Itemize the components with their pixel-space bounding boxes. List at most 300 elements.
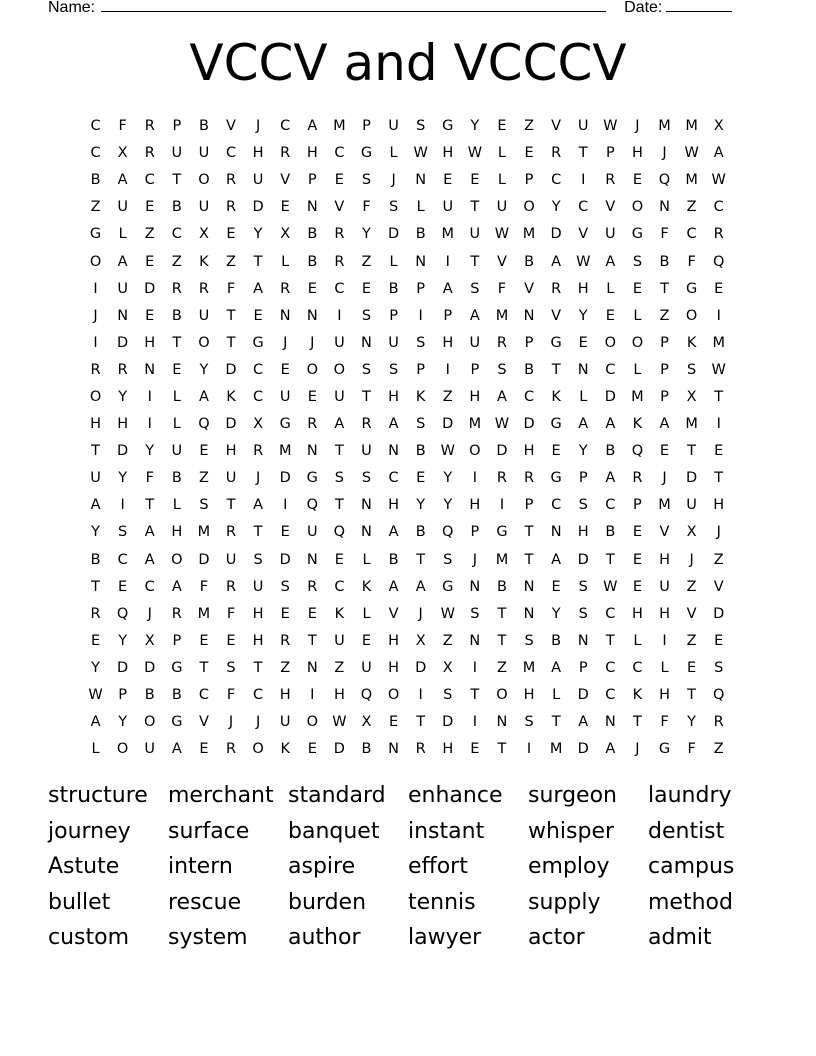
grid-letter: A — [198, 388, 209, 405]
grid-letter: D — [577, 687, 589, 704]
grid-letter: V — [334, 199, 345, 216]
grid-letter: R — [144, 118, 155, 135]
grid-letter: E — [632, 578, 642, 595]
grid-letter: R — [415, 741, 426, 758]
grid-letter: A — [117, 172, 128, 189]
grid-letter: P — [660, 361, 669, 378]
grid-letter: M — [631, 388, 644, 405]
grid-letter: H — [631, 145, 643, 162]
grid-letter: A — [117, 253, 128, 270]
grid-letter: U — [334, 388, 345, 405]
grid-letter: M — [495, 551, 509, 568]
grid-letter: O — [685, 307, 698, 324]
word-bank-item: actor — [528, 925, 585, 950]
grid-letter: R — [225, 524, 237, 541]
grid-letter: H — [577, 280, 589, 297]
grid-letter: T — [632, 714, 642, 731]
grid-letter: H — [469, 388, 481, 405]
grid-letter: A — [144, 551, 155, 568]
grid-letter: O — [144, 714, 156, 731]
grid-letter: D — [442, 416, 454, 433]
grid-letter: P — [524, 172, 534, 189]
word-bank — [48, 778, 768, 956]
grid-letter: P — [470, 524, 480, 541]
grid-letter: Y — [443, 470, 453, 487]
grid-letter: D — [713, 605, 725, 622]
grid-letter: R — [307, 578, 318, 595]
grid-letter: C — [551, 497, 562, 514]
grid-letter: E — [226, 226, 236, 243]
grid-letter: I — [93, 280, 98, 297]
grid-letter: N — [388, 443, 399, 460]
grid-letter: N — [496, 714, 508, 731]
grid-letter: O — [89, 253, 102, 270]
grid-letter: H — [442, 145, 454, 162]
grid-letter: U — [361, 443, 372, 460]
grid-letter: P — [524, 497, 534, 514]
grid-letter: I — [472, 470, 477, 487]
grid-letter: G — [171, 659, 183, 676]
grid-letter: O — [198, 172, 210, 189]
grid-letter: H — [117, 416, 129, 433]
grid-letter: G — [550, 334, 562, 351]
grid-letter: Z — [442, 632, 453, 649]
grid-letter: W — [467, 145, 483, 162]
word-bank-item: Astute — [48, 854, 120, 879]
grid-letter: N — [306, 659, 318, 676]
grid-letter: E — [199, 632, 209, 649]
grid-letter: S — [416, 416, 426, 433]
grid-letter: Y — [551, 605, 561, 622]
grid-letter: R — [551, 145, 562, 162]
grid-letter: P — [362, 118, 371, 135]
grid-letter: A — [496, 388, 507, 405]
grid-letter: B — [605, 524, 616, 541]
grid-letter: X — [144, 632, 155, 649]
grid-letter: I — [337, 307, 342, 324]
grid-letter: S — [361, 307, 372, 324]
grid-letter: T — [524, 551, 534, 568]
grid-letter: H — [252, 145, 264, 162]
grid-letter: U — [171, 443, 183, 460]
grid-letter: A — [605, 470, 616, 487]
grid-letter: S — [524, 714, 534, 731]
grid-letter: C — [605, 497, 616, 514]
grid-letter: L — [362, 551, 371, 568]
grid-letter: A — [307, 118, 318, 135]
grid-letter: K — [551, 388, 561, 405]
grid-letter: J — [255, 118, 261, 135]
grid-letter: L — [633, 307, 642, 324]
grid-letter: S — [578, 578, 588, 595]
grid-letter: I — [499, 497, 505, 514]
grid-letter: A — [578, 416, 589, 433]
grid-letter: H — [144, 334, 156, 351]
grid-letter: W — [413, 145, 428, 162]
grid-letter: L — [172, 497, 181, 514]
grid-letter: Q — [712, 253, 725, 270]
grid-letter: H — [225, 443, 237, 460]
grid-letter: A — [90, 497, 101, 514]
grid-letter: I — [445, 253, 450, 270]
grid-letter: T — [91, 443, 100, 460]
grid-letter: C — [225, 145, 237, 162]
grid-letter: U — [225, 470, 237, 487]
grid-letter: Z — [686, 632, 697, 649]
grid-letter: V — [713, 578, 724, 595]
grid-letter: D — [442, 714, 454, 731]
grid-letter: H — [333, 687, 345, 704]
grid-letter: V — [524, 280, 534, 297]
grid-letter: N — [577, 632, 589, 649]
grid-letter: Z — [361, 253, 372, 270]
grid-letter: T — [551, 714, 561, 731]
grid-letter: H — [388, 388, 400, 405]
grid-letter: T — [226, 307, 236, 324]
word-bank-item: supply — [528, 889, 601, 915]
grid-letter: T — [470, 199, 480, 216]
grid-letter: E — [416, 470, 426, 487]
grid-letter: L — [91, 741, 100, 758]
grid-letter: Q — [198, 416, 210, 433]
grid-letter: H — [659, 551, 670, 568]
grid-letter: S — [388, 361, 399, 378]
grid-letter: V — [659, 524, 670, 541]
name-blank-line[interactable] — [101, 0, 606, 12]
grid-letter: O — [198, 334, 210, 351]
grid-letter: E — [199, 741, 209, 758]
date-blank-line[interactable] — [666, 0, 732, 12]
grid-letter: L — [172, 416, 181, 433]
header-line — [48, 0, 732, 19]
grid-letter: B — [171, 470, 182, 487]
grid-letter: E — [280, 524, 290, 541]
grid-letter: P — [578, 470, 588, 487]
grid-letter: S — [416, 334, 426, 351]
grid-letter: N — [144, 361, 156, 378]
grid-row — [82, 628, 732, 655]
grid-letter: P — [172, 632, 182, 649]
grid-letter: S — [388, 199, 399, 216]
grid-letter: A — [253, 497, 264, 514]
grid-letter: J — [228, 714, 234, 731]
grid-letter: E — [524, 145, 534, 162]
grid-letter: V — [226, 118, 236, 135]
word-bank-item: admit — [648, 925, 712, 950]
grid-letter: W — [576, 253, 591, 270]
grid-letter: W — [603, 118, 618, 135]
grid-letter: O — [252, 741, 264, 758]
grid-letter: O — [523, 199, 535, 216]
grid-letter: E — [307, 280, 317, 297]
grid-letter: U — [361, 659, 372, 676]
grid-letter: S — [226, 659, 236, 676]
grid-letter: C — [171, 226, 182, 243]
grid-letter: B — [551, 632, 562, 649]
grid-letter: B — [171, 687, 182, 704]
grid-row — [82, 140, 732, 167]
name-label: Name: — [48, 0, 96, 16]
grid-letter: H — [388, 659, 400, 676]
grid-letter: I — [662, 632, 667, 649]
grid-letter: O — [604, 334, 617, 351]
grid-letter: J — [418, 605, 423, 622]
grid-letter: U — [198, 307, 210, 324]
grid-letter: D — [387, 226, 400, 243]
grid-letter: B — [198, 118, 209, 135]
grid-letter: I — [445, 361, 450, 378]
grid-letter: P — [660, 388, 669, 405]
grid-letter: E — [578, 334, 588, 351]
word-bank-item: enhance — [408, 783, 503, 808]
grid-letter: V — [551, 307, 562, 324]
grid-letter: E — [361, 280, 372, 297]
grid-letter: C — [280, 118, 291, 135]
grid-letter: L — [579, 388, 588, 405]
grid-letter: H — [713, 497, 725, 514]
grid-letter: P — [660, 334, 669, 351]
grid-letter: C — [632, 659, 643, 676]
grid-letter: R — [713, 714, 724, 731]
grid-letter: S — [524, 632, 534, 649]
grid-letter: E — [307, 605, 317, 622]
grid-letter: M — [333, 118, 346, 135]
grid-letter: X — [361, 714, 372, 731]
grid-letter: U — [198, 199, 210, 216]
grid-letter: U — [279, 388, 291, 405]
grid-letter: F — [226, 280, 236, 297]
grid-letter: I — [418, 687, 423, 704]
grid-letter: U — [198, 145, 210, 162]
grid-letter: R — [171, 605, 182, 622]
grid-letter: S — [443, 551, 453, 568]
grid-letter: E — [443, 172, 453, 189]
grid-letter: L — [118, 226, 127, 243]
grid-letter: N — [577, 361, 589, 378]
grid-letter: Y — [253, 226, 263, 243]
grid-letter: Q — [658, 172, 671, 189]
grid-letter: Z — [144, 226, 155, 243]
grid-letter: A — [144, 524, 155, 541]
grid-letter: P — [524, 334, 534, 351]
grid-letter: W — [711, 361, 726, 378]
grid-letter: E — [280, 605, 290, 622]
grid-letter: S — [470, 605, 480, 622]
grid-letter: Z — [496, 659, 507, 676]
grid-letter: V — [198, 714, 209, 731]
grid-letter: U — [144, 741, 156, 758]
grid-letter: T — [416, 714, 426, 731]
grid-letter: T — [145, 497, 155, 514]
grid-row — [82, 574, 732, 601]
grid-letter: O — [116, 741, 129, 758]
grid-letter: Z — [659, 307, 670, 324]
grid-letter: M — [658, 118, 671, 135]
grid-letter: U — [334, 632, 345, 649]
grid-letter: A — [388, 578, 399, 595]
grid-letter: M — [495, 307, 509, 324]
grid-letter: W — [603, 578, 618, 595]
grid-letter: A — [388, 416, 399, 433]
grid-letter: E — [199, 443, 209, 460]
grid-letter: D — [252, 199, 264, 216]
grid-letter: F — [199, 578, 209, 595]
grid-letter: H — [577, 524, 589, 541]
grid-letter: E — [470, 172, 480, 189]
grid-letter: A — [171, 578, 182, 595]
grid-letter: G — [658, 741, 671, 758]
grid-letter: E — [280, 361, 290, 378]
grid-letter: B — [415, 524, 426, 541]
grid-letter: T — [307, 632, 317, 649]
grid-letter: O — [496, 687, 508, 704]
grid-letter: T — [334, 443, 344, 460]
grid-letter: U — [388, 118, 399, 135]
grid-letter: T — [226, 497, 236, 514]
grid-letter: J — [93, 307, 98, 324]
grid-letter: T — [605, 551, 615, 568]
grid-letter: Y — [416, 497, 426, 514]
grid-letter: R — [225, 172, 237, 189]
grid-letter: I — [581, 172, 586, 189]
grid-letter: H — [171, 524, 183, 541]
grid-letter: B — [524, 253, 535, 270]
grid-letter: I — [472, 714, 477, 731]
grid-letter: U — [306, 524, 318, 541]
grid-letter: N — [415, 253, 427, 270]
grid-row — [82, 438, 732, 465]
grid-letter: A — [388, 524, 399, 541]
grid-letter: N — [659, 199, 670, 216]
grid-letter: R — [605, 172, 616, 189]
grid-letter: O — [89, 388, 102, 405]
grid-letter: G — [631, 226, 644, 243]
grid-letter: T — [605, 632, 615, 649]
grid-letter: T — [253, 524, 263, 541]
grid-letter: M — [197, 524, 211, 541]
grid-letter: J — [689, 551, 694, 568]
word-bank-item: tennis — [408, 889, 476, 915]
word-bank-item: dentist — [648, 818, 725, 844]
grid-letter: U — [577, 118, 589, 135]
grid-letter: R — [280, 632, 291, 649]
grid-letter: R — [225, 578, 237, 595]
grid-letter: Q — [306, 497, 318, 514]
grid-letter: Y — [199, 361, 209, 378]
grid-letter: B — [307, 253, 318, 270]
grid-letter: J — [255, 714, 261, 731]
grid-letter: E — [145, 307, 155, 324]
grid-letter: K — [686, 334, 697, 351]
grid-letter: C — [334, 280, 345, 297]
grid-letter: J — [391, 172, 396, 189]
grid-letter: S — [118, 524, 128, 541]
grid-letter: I — [472, 659, 477, 676]
grid-letter: L — [172, 388, 181, 405]
grid-letter: R — [280, 145, 291, 162]
grid-letter: G — [306, 470, 318, 487]
grid-letter: M — [522, 659, 536, 676]
grid-letter: N — [306, 307, 318, 324]
word-bank-item: campus — [648, 854, 735, 879]
grid-letter: U — [469, 226, 481, 243]
grid-row — [82, 655, 732, 682]
grid-letter: C — [334, 145, 345, 162]
grid-letter: H — [252, 605, 264, 622]
grid-letter: P — [416, 361, 426, 378]
grid-letter: T — [226, 334, 236, 351]
word-bank-item: whisper — [528, 818, 615, 844]
grid-letter: D — [577, 551, 589, 568]
grid-letter: E — [714, 280, 724, 297]
grid-letter: T — [253, 659, 263, 676]
grid-letter: T — [714, 388, 724, 405]
grid-letter: N — [361, 524, 372, 541]
grid-letter: E — [145, 253, 155, 270]
grid-letter: Z — [686, 199, 697, 216]
grid-letter: F — [687, 741, 696, 758]
grid-letter: C — [605, 687, 616, 704]
grid-letter: T — [551, 361, 561, 378]
grid-letter: R — [632, 470, 643, 487]
grid-letter: C — [605, 361, 616, 378]
grid-letter: P — [307, 172, 317, 189]
grid-letter: X — [415, 632, 426, 649]
grid-letter: A — [171, 741, 182, 758]
grid-letter: E — [714, 443, 724, 460]
grid-letter: H — [659, 605, 670, 622]
grid-letter: A — [334, 416, 345, 433]
grid-letter: W — [494, 226, 510, 243]
grid-letter: D — [550, 226, 562, 243]
grid-letter: N — [415, 172, 427, 189]
grid-letter: E — [659, 443, 670, 460]
grid-letter: C — [334, 578, 345, 595]
grid-letter: T — [199, 659, 209, 676]
grid-letter: D — [333, 741, 345, 758]
grid-letter: R — [253, 443, 264, 460]
grid-letter: E — [687, 659, 697, 676]
grid-row — [82, 248, 732, 275]
grid-letter: R — [90, 361, 101, 378]
grid-letter: U — [686, 497, 697, 514]
grid-letter: T — [470, 253, 480, 270]
grid-letter: J — [472, 551, 477, 568]
grid-letter: R — [307, 416, 318, 433]
grid-letter: F — [118, 118, 127, 135]
grid-letter: T — [497, 632, 507, 649]
grid-letter: X — [253, 416, 264, 433]
grid-letter: T — [91, 578, 100, 595]
word-bank-item: instant — [408, 818, 485, 844]
grid-letter: D — [604, 388, 616, 405]
grid-letter: C — [144, 172, 155, 189]
grid-letter: R — [524, 470, 535, 487]
grid-letter: G — [550, 416, 562, 433]
grid-letter: D — [496, 443, 508, 460]
grid-letter: R — [334, 253, 345, 270]
grid-letter: P — [470, 361, 480, 378]
grid-letter: N — [604, 714, 616, 731]
grid-letter: G — [171, 714, 183, 731]
grid-letter: X — [117, 145, 128, 162]
grid-letter: T — [253, 253, 263, 270]
grid-letter: R — [496, 334, 507, 351]
grid-letter: T — [470, 687, 480, 704]
grid-letter: I — [120, 497, 125, 514]
grid-row — [82, 547, 732, 574]
grid-letter: Y — [551, 199, 561, 216]
